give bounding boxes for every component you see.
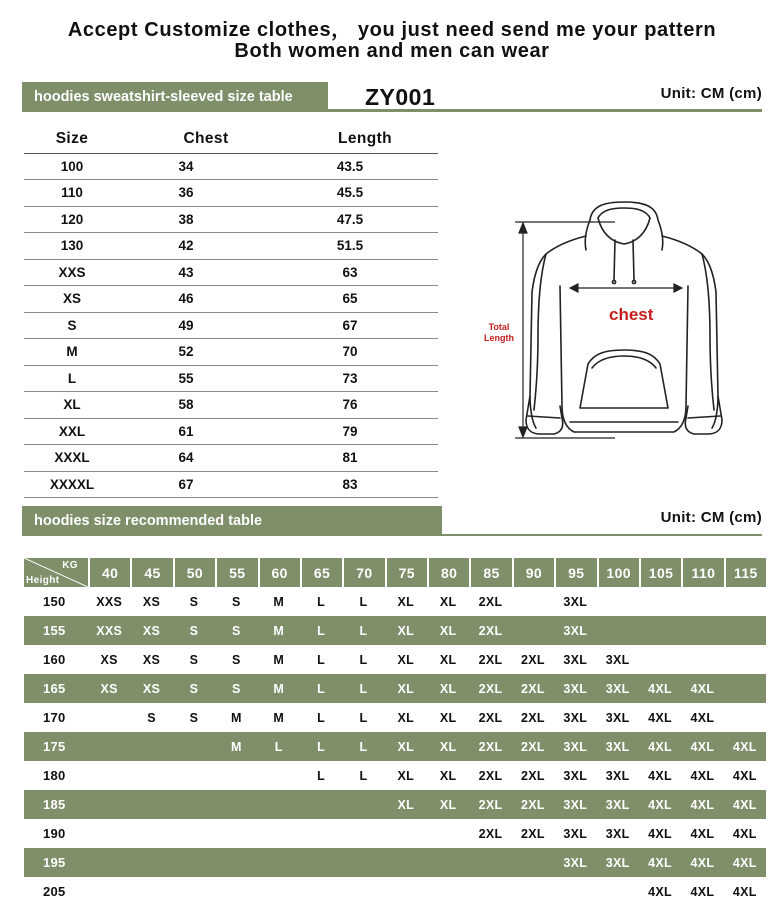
recommended-size-cell: 4XL xyxy=(690,826,715,841)
recommended-size-cell: 4XL xyxy=(639,674,681,703)
recommended-size-cell: 4XL xyxy=(690,710,715,725)
chest-cell: 38 xyxy=(120,206,292,233)
recommend-table-body xyxy=(24,587,766,905)
total-length-label-line-2: Length xyxy=(484,333,514,343)
recommend-row xyxy=(24,877,766,905)
recommended-size-cell xyxy=(300,819,342,848)
recommended-size-cell xyxy=(130,848,172,877)
chest-cell: 42 xyxy=(120,233,292,260)
recommended-size-cell xyxy=(724,616,766,645)
weight-header-cell: 80 xyxy=(427,558,469,587)
size-cell: M xyxy=(24,339,120,366)
recommended-size-cell xyxy=(88,819,130,848)
recommended-size-cell: XL xyxy=(427,732,469,761)
weight-header-cell: 90 xyxy=(512,558,554,587)
recommended-size-cell: XL xyxy=(385,674,427,703)
recommended-size-cell xyxy=(681,645,723,674)
recommended-size-cell: M xyxy=(273,652,285,667)
recommended-size-cell: L xyxy=(342,616,384,645)
weight-header-cell: 85 xyxy=(469,558,511,587)
recommended-size-cell xyxy=(681,587,723,616)
size-cell: XL xyxy=(24,392,120,419)
size-cell: XS xyxy=(24,286,120,313)
recommended-size-cell: 2XL xyxy=(512,674,554,703)
recommended-size-cell xyxy=(597,587,639,616)
recommended-size-cell xyxy=(512,848,554,877)
recommended-size-cell: S xyxy=(231,652,241,667)
recommended-size-cell: S xyxy=(231,594,241,609)
recommended-size-cell: XXS xyxy=(96,594,123,609)
size-table-unit: Unit: CM (cm) xyxy=(660,85,762,102)
recommended-size-cell: 4XL xyxy=(724,848,766,877)
recommended-size-cell: XL xyxy=(427,674,469,703)
recommend-row xyxy=(24,645,766,674)
chest-cell: 46 xyxy=(120,286,292,313)
recommended-size-cell: 4XL xyxy=(648,710,672,725)
recommended-size-cell: 4XL xyxy=(690,768,715,783)
recommended-size-cell xyxy=(130,790,172,819)
recommended-size-cell xyxy=(724,645,766,674)
recommended-size-cell: M xyxy=(215,732,257,761)
recommended-size-cell: L xyxy=(317,768,326,783)
recommended-size-cell xyxy=(639,616,681,645)
chest-column-header: Chest xyxy=(120,126,292,153)
recommended-size-cell: 4XL xyxy=(648,884,672,899)
length-cell: 81 xyxy=(292,445,438,472)
recommended-size-cell xyxy=(173,761,215,790)
recommended-size-cell: XXS xyxy=(88,616,130,645)
recommended-size-cell xyxy=(512,587,554,616)
size-cell: XXL xyxy=(24,418,120,445)
recommend-table xyxy=(24,558,766,905)
chest-cell: 58 xyxy=(120,392,292,419)
recommended-size-cell: 4XL xyxy=(648,768,672,783)
total-length-label xyxy=(478,322,520,344)
product-code: ZY001 xyxy=(365,84,436,110)
weight-header-cell: 115 xyxy=(724,558,766,587)
recommended-size-cell xyxy=(724,674,766,703)
recommended-size-cell: 4XL xyxy=(639,732,681,761)
size-cell: XXXXL xyxy=(24,471,120,498)
recommended-size-cell: L xyxy=(342,674,384,703)
length-cell: 47.5 xyxy=(292,206,438,233)
recommended-size-cell: XL xyxy=(385,616,427,645)
recommended-size-cell: XS xyxy=(130,616,172,645)
recommended-size-cell: 2XL xyxy=(521,768,545,783)
size-table-row xyxy=(24,445,438,472)
recommended-size-cell: 4XL xyxy=(681,732,723,761)
recommended-size-cell: XL xyxy=(397,710,415,725)
recommended-size-cell: 3XL xyxy=(563,652,588,667)
recommended-size-cell xyxy=(258,761,300,790)
recommended-size-cell: 2XL xyxy=(469,616,511,645)
recommended-size-cell: 3XL xyxy=(554,848,596,877)
recommended-size-cell: 2XL xyxy=(478,652,503,667)
recommended-size-cell xyxy=(300,848,342,877)
recommend-row xyxy=(24,790,766,819)
recommended-size-cell xyxy=(639,587,681,616)
recommended-size-cell: 2XL xyxy=(478,826,503,841)
recommended-size-cell: 3XL xyxy=(554,616,596,645)
recommended-size-cell: S xyxy=(189,594,199,609)
recommended-size-cell: M xyxy=(230,710,242,725)
weight-header-cell: 105 xyxy=(639,558,681,587)
chest-cell: 36 xyxy=(120,180,292,207)
recommended-size-cell: XL xyxy=(439,652,457,667)
size-cell: 110 xyxy=(24,180,120,207)
recommended-size-cell xyxy=(215,790,257,819)
recommend-row xyxy=(24,819,766,848)
size-table-row xyxy=(24,471,438,498)
recommended-size-cell: L xyxy=(258,732,300,761)
recommended-size-cell xyxy=(88,761,130,790)
height-cell: 205 xyxy=(43,884,66,899)
length-column-header: Length xyxy=(292,126,438,153)
recommended-size-cell xyxy=(385,819,427,848)
length-cell: 65 xyxy=(292,286,438,313)
chest-label: chest xyxy=(609,305,654,324)
weight-header-row xyxy=(24,558,766,587)
recommend-row xyxy=(24,848,766,877)
chest-cell: 55 xyxy=(120,365,292,392)
recommended-size-cell: S xyxy=(173,616,215,645)
total-length-label-line-1: Total xyxy=(488,322,510,332)
weight-header-cell: 100 xyxy=(597,558,639,587)
recommended-size-cell xyxy=(88,848,130,877)
recommend-row xyxy=(24,761,766,790)
corner-header-cell xyxy=(24,558,88,587)
chest-cell: 64 xyxy=(120,445,292,472)
recommended-size-cell: 3XL xyxy=(597,732,639,761)
height-cell: 150 xyxy=(43,594,66,609)
recommended-size-cell: 4XL xyxy=(732,768,757,783)
recommended-size-cell xyxy=(342,819,384,848)
recommended-size-cell: 3XL xyxy=(597,848,639,877)
recommended-size-cell: 2XL xyxy=(521,710,545,725)
recommended-size-cell: L xyxy=(359,710,368,725)
recommended-size-cell xyxy=(173,732,215,761)
height-label: Height xyxy=(26,575,60,586)
size-table-row xyxy=(24,418,438,445)
weight-header-cell: 75 xyxy=(385,558,427,587)
height-cell: 190 xyxy=(43,826,66,841)
recommended-size-cell: L xyxy=(317,710,326,725)
size-table-row xyxy=(24,180,438,207)
height-cell: 160 xyxy=(43,652,66,667)
recommended-size-cell xyxy=(258,877,300,905)
recommended-size-cell xyxy=(173,790,215,819)
size-table-body xyxy=(24,153,438,498)
recommended-size-cell: XS xyxy=(142,652,161,667)
recommend-row xyxy=(24,587,766,616)
recommended-size-cell: 4XL xyxy=(681,848,723,877)
recommended-size-cell: L xyxy=(300,616,342,645)
recommended-size-cell: XS xyxy=(142,594,161,609)
length-cell: 73 xyxy=(292,365,438,392)
recommended-size-cell xyxy=(88,877,130,905)
recommended-size-cell: 4XL xyxy=(639,848,681,877)
height-cell: 170 xyxy=(43,710,66,725)
weight-header-cell: 70 xyxy=(342,558,384,587)
recommended-size-cell: XL xyxy=(397,594,415,609)
recommended-size-cell: 2XL xyxy=(469,790,511,819)
recommend-table-title: hoodies size recommended table xyxy=(22,506,442,536)
size-cell: XXXL xyxy=(24,445,120,472)
recommended-size-cell: 3XL xyxy=(605,710,630,725)
recommended-size-cell xyxy=(300,877,342,905)
recommended-size-cell xyxy=(427,848,469,877)
recommended-size-cell: XL xyxy=(385,732,427,761)
size-table-row xyxy=(24,233,438,260)
recommended-size-cell xyxy=(215,819,257,848)
recommended-size-cell xyxy=(597,616,639,645)
recommended-size-cell xyxy=(173,877,215,905)
weight-header-cell: 95 xyxy=(554,558,596,587)
length-cell: 51.5 xyxy=(292,233,438,260)
recommended-size-cell xyxy=(215,848,257,877)
weight-header-cell: 65 xyxy=(300,558,342,587)
recommended-size-cell xyxy=(597,877,639,905)
recommended-size-cell: M xyxy=(258,674,300,703)
recommended-size-cell xyxy=(342,790,384,819)
recommended-size-cell: S xyxy=(215,616,257,645)
recommended-size-cell: 3XL xyxy=(554,674,596,703)
recommended-size-cell xyxy=(639,645,681,674)
recommended-size-cell xyxy=(258,848,300,877)
recommended-size-cell: XS xyxy=(88,674,130,703)
size-cell: L xyxy=(24,365,120,392)
recommended-size-cell xyxy=(469,877,511,905)
recommended-size-cell: 3XL xyxy=(563,768,588,783)
recommended-size-cell: 3XL xyxy=(597,790,639,819)
recommended-size-cell: XL xyxy=(397,768,415,783)
recommend-row xyxy=(24,732,766,761)
weight-header-cell: 110 xyxy=(681,558,723,587)
chest-cell: 49 xyxy=(120,312,292,339)
size-cell: 130 xyxy=(24,233,120,260)
chest-cell: 67 xyxy=(120,471,292,498)
recommended-size-cell xyxy=(385,848,427,877)
recommended-size-cell: 4XL xyxy=(681,674,723,703)
length-cell: 45.5 xyxy=(292,180,438,207)
size-table-row xyxy=(24,259,438,286)
size-table-row xyxy=(24,392,438,419)
recommended-size-cell: 2XL xyxy=(478,768,503,783)
recommend-table-header-band xyxy=(22,506,762,536)
size-table xyxy=(24,126,438,498)
recommended-size-cell xyxy=(88,703,130,732)
recommended-size-cell: S xyxy=(147,710,156,725)
length-cell: 83 xyxy=(292,471,438,498)
recommended-size-cell xyxy=(342,848,384,877)
recommended-size-cell: 3XL xyxy=(605,826,630,841)
recommended-size-cell: L xyxy=(317,594,326,609)
recommended-size-cell: 4XL xyxy=(724,732,766,761)
recommended-size-cell xyxy=(724,703,766,732)
recommended-size-cell xyxy=(469,848,511,877)
recommended-size-cell xyxy=(385,877,427,905)
height-cell: 175 xyxy=(24,732,88,761)
recommended-size-cell xyxy=(173,848,215,877)
recommended-size-cell: 4XL xyxy=(690,884,715,899)
size-column-header: Size xyxy=(24,126,120,153)
size-table-row xyxy=(24,153,438,180)
recommended-size-cell: L xyxy=(359,652,368,667)
headline-line-1: Accept Customize clothes， you just need send me your pattern xyxy=(67,19,717,41)
recommended-size-cell: 3XL xyxy=(554,732,596,761)
recommended-size-cell: M xyxy=(273,710,285,725)
recommended-size-cell xyxy=(681,616,723,645)
recommended-size-cell: XL xyxy=(439,710,457,725)
recommend-table-rule xyxy=(22,534,762,536)
recommended-size-cell xyxy=(258,819,300,848)
recommended-size-cell: XL xyxy=(427,790,469,819)
height-cell: 165 xyxy=(24,674,88,703)
recommended-size-cell: 2XL xyxy=(469,674,511,703)
recommended-size-cell: 3XL xyxy=(563,594,588,609)
recommended-size-cell xyxy=(173,819,215,848)
chest-cell: 43 xyxy=(120,259,292,286)
recommended-size-cell: S xyxy=(173,674,215,703)
length-cell: 76 xyxy=(292,392,438,419)
recommended-size-cell: S xyxy=(215,674,257,703)
height-cell: 185 xyxy=(24,790,88,819)
recommended-size-cell: S xyxy=(189,710,199,725)
size-cell: S xyxy=(24,312,120,339)
recommended-size-cell: M xyxy=(258,616,300,645)
recommended-size-cell: XL xyxy=(439,594,457,609)
chest-cell: 34 xyxy=(120,153,292,180)
recommended-size-cell xyxy=(342,877,384,905)
length-cell: 70 xyxy=(292,339,438,366)
recommended-size-cell: 2XL xyxy=(478,710,503,725)
recommended-size-cell: 4XL xyxy=(639,790,681,819)
recommended-size-cell xyxy=(300,790,342,819)
weight-header-cell: 55 xyxy=(215,558,257,587)
recommended-size-cell: L xyxy=(300,732,342,761)
recommended-size-cell: 4XL xyxy=(732,884,757,899)
recommended-size-cell xyxy=(512,616,554,645)
recommended-size-cell: 2XL xyxy=(521,652,545,667)
recommended-size-cell: L xyxy=(359,768,368,783)
recommended-size-cell: 3XL xyxy=(563,826,588,841)
length-cell: 43.5 xyxy=(292,153,438,180)
recommended-size-cell: 4XL xyxy=(648,826,672,841)
recommended-size-cell: XL xyxy=(397,652,415,667)
recommended-size-cell xyxy=(130,761,172,790)
recommend-row xyxy=(24,703,766,732)
weight-header-cell: 50 xyxy=(173,558,215,587)
recommended-size-cell: M xyxy=(273,594,285,609)
recommended-size-cell: 3XL xyxy=(563,710,588,725)
recommended-size-cell: L xyxy=(300,674,342,703)
recommended-size-cell xyxy=(554,877,596,905)
height-cell: 180 xyxy=(43,768,66,783)
recommended-size-cell: 2XL xyxy=(512,732,554,761)
kg-label: KG xyxy=(62,560,78,571)
recommended-size-cell xyxy=(215,877,257,905)
hoodie-diagram xyxy=(474,196,774,454)
recommended-size-cell: XS xyxy=(100,652,118,667)
recommended-size-cell xyxy=(512,877,554,905)
recommended-size-cell: L xyxy=(359,594,368,609)
size-table-header-row xyxy=(24,126,438,153)
recommended-size-cell: XL xyxy=(427,616,469,645)
recommended-size-cell xyxy=(215,761,257,790)
recommended-size-cell xyxy=(258,790,300,819)
weight-header-cell: 45 xyxy=(130,558,172,587)
recommend-row xyxy=(24,616,766,645)
recommended-size-cell: 3XL xyxy=(605,768,630,783)
height-cell: 195 xyxy=(24,848,88,877)
recommended-size-cell: XL xyxy=(385,790,427,819)
recommended-size-cell: L xyxy=(317,652,326,667)
weight-header-cell: 40 xyxy=(88,558,130,587)
recommended-size-cell: L xyxy=(342,732,384,761)
size-table-row xyxy=(24,312,438,339)
weight-header-cell: 60 xyxy=(258,558,300,587)
size-table-row xyxy=(24,365,438,392)
recommended-size-cell: 3XL xyxy=(597,674,639,703)
recommended-size-cell: 3XL xyxy=(554,790,596,819)
length-cell: 67 xyxy=(292,312,438,339)
recommended-size-cell: XS xyxy=(130,674,172,703)
recommended-size-cell: 2XL xyxy=(512,790,554,819)
recommended-size-cell: 2XL xyxy=(521,826,545,841)
recommended-size-cell: XL xyxy=(439,768,457,783)
recommended-size-cell xyxy=(130,877,172,905)
size-table-title: hoodies sweatshirt-sleeved size table xyxy=(22,82,328,112)
recommend-table-unit: Unit: CM (cm) xyxy=(660,509,762,526)
size-table-row xyxy=(24,286,438,313)
recommended-size-cell: S xyxy=(189,652,199,667)
recommended-size-cell xyxy=(88,732,130,761)
size-table-row xyxy=(24,206,438,233)
size-cell: 120 xyxy=(24,206,120,233)
recommended-size-cell xyxy=(427,819,469,848)
chest-cell: 52 xyxy=(120,339,292,366)
recommended-size-cell xyxy=(427,877,469,905)
size-cell: 100 xyxy=(24,153,120,180)
recommended-size-cell xyxy=(724,587,766,616)
recommended-size-cell: 4XL xyxy=(681,790,723,819)
recommended-size-cell: 2XL xyxy=(478,594,503,609)
recommended-size-cell: 2XL xyxy=(469,732,511,761)
recommended-size-cell xyxy=(130,819,172,848)
recommended-size-cell: 4XL xyxy=(732,826,757,841)
length-cell: 63 xyxy=(292,259,438,286)
length-cell: 79 xyxy=(292,418,438,445)
recommended-size-cell: 4XL xyxy=(724,790,766,819)
size-table-row xyxy=(24,339,438,366)
chest-cell: 61 xyxy=(120,418,292,445)
recommend-row xyxy=(24,674,766,703)
headline-line-2: Both women and men can wear xyxy=(234,40,550,62)
recommended-size-cell xyxy=(88,790,130,819)
size-cell: XXS xyxy=(24,259,120,286)
height-cell: 155 xyxy=(24,616,88,645)
recommended-size-cell: 3XL xyxy=(605,652,630,667)
recommended-size-cell xyxy=(130,732,172,761)
